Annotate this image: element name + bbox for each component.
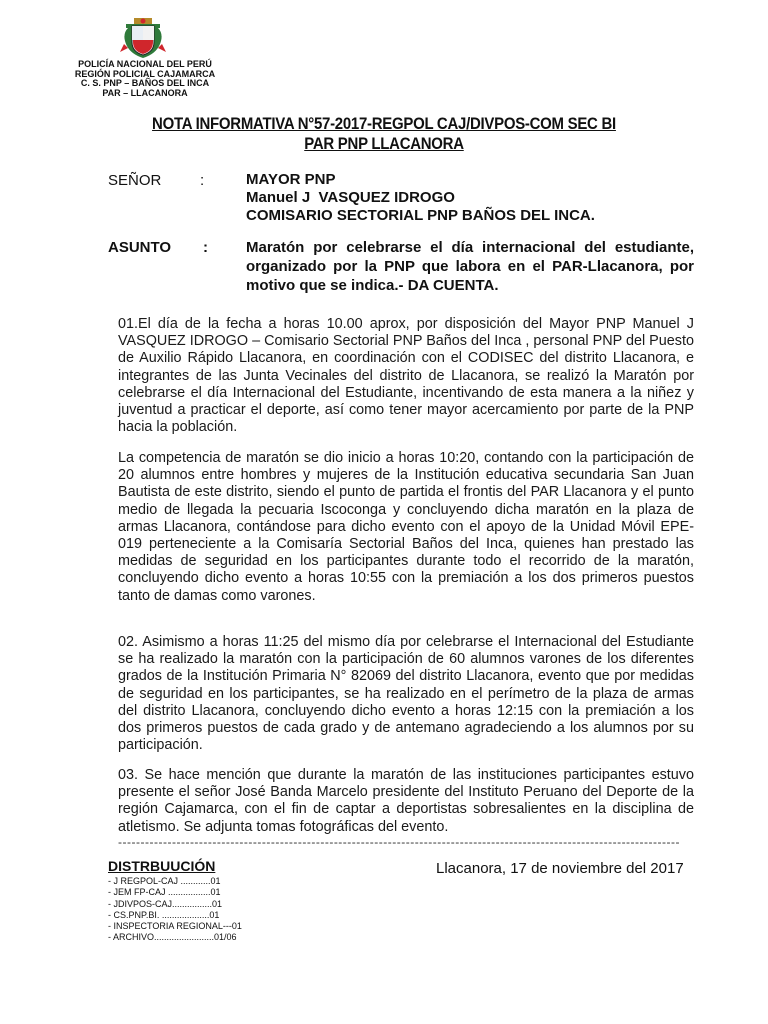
recipient-rank: MAYOR PNP <box>246 171 336 188</box>
separator-line: ----------------------------------------------------------------------------------------------------------------------------- <box>118 835 681 849</box>
senor-label: SEÑOR <box>108 172 162 189</box>
paragraph-competencia: La competencia de maratón se dio inicio a horas 10:20, contando con la participación de 20 alumnos entre hombres y mujeres de la Institución educativa secundaria San Juan Bautista de este distrito, siendo el punto de partida el frontis del PAR Llacanora y el punto medio de llegada la pecuaria Iscoconga y concluyendo dicha maratón en la plaza de armas Llacanora, contándose para dicho evento con el apoyo de la Unidad Móvil EPE-019 perteneciente a la Comisaría Sectorial Baños del Inca, quienes han prestado las medidas de seguridad en los participantes durante todo el recorrido de la maratón, concluyendo dicho evento a horas 10:55 con la premiación a los dos primeros puestos tanto de damas como varones. <box>118 450 694 604</box>
distribution-item: - J REGPOL-CAJ ............01 <box>108 876 242 887</box>
institution-line: REGIÓN POLICIAL CAJAMARCA <box>74 68 216 79</box>
recipient-position: COMISARIO SECTORIAL PNP BAÑOS DEL INCA. <box>246 207 595 224</box>
institution-header <box>60 60 230 98</box>
distribution-item: - JEM FP-CAJ .................01 <box>108 887 242 898</box>
distribution-item: - INSPECTORIA REGIONAL---01 <box>108 921 242 932</box>
asunto-label: ASUNTO <box>108 239 172 256</box>
document-title: NOTA INFORMATIVA N°57-2017-REGPOL CAJ/DIVPOS-COM SEC BI <box>152 114 616 133</box>
institution-line: POLICÍA NACIONAL DEL PERÚ <box>78 59 212 69</box>
distribution-item: - CS.PNP.BI. ...................01 <box>108 910 242 921</box>
senor-colon: : <box>200 172 205 189</box>
document-subtitle: PAR PNP LLACANORA <box>304 134 464 153</box>
date-line: Llacanora, 17 de noviembre del 2017 <box>436 860 684 877</box>
police-crest-logo <box>118 14 168 62</box>
distribution-item: - JDIVPOS-CAJ................01 <box>108 899 242 910</box>
paragraph-03: 03. Se hace mención que durante la maratón de las instituciones participantes estuvo presente el señor José Banda Marcelo presidente del Instituto Peruano del Deporte de la región Cajamarca, con el fin de captar a deportistas sobresalientes en la disciplina de atletismo. Se adjunta tomas fotográficas del evento. <box>118 767 694 835</box>
distribution-title: DISTRBUUCIÓN <box>108 858 216 874</box>
institution-line: C. S. PNP – BAÑOS DEL INCA <box>80 78 210 88</box>
distribution-item: - ARCHIVO........................01/06 <box>108 932 242 943</box>
paragraph-01: 01.El día de la fecha a horas 10.00 aprox, por disposición del Mayor PNP Manuel J VASQUEZ IDROGO – Comisario Sectorial PNP Baños del Inca , personal PNP del Puesto de Auxilio Rápido Llacanora, en coordinación con el CODISEC del distrito Llacanora, e integrantes de las Junta Vecinales del distrito de Llacanora, se realizó la Maratón por celebrarse el día Internacional del Estudiante, incentivando de esta manera a la niñez y juventud a practicar el deporte, así como tener mayor acercamiento por parte de la PNP hacia la población. <box>118 316 694 436</box>
asunto-text: Maratón por celebrarse el día internacional del estudiante, organizado por la PNP que labora en el PAR-Llacanora, por motivo que se indica.- DA CUENTA. <box>246 239 694 294</box>
institution-line: PAR – LLACANORA <box>102 87 188 98</box>
paragraph-02: 02. Asimismo a horas 11:25 del mismo día por celebrarse el Internacional del Estudiante se ha realizado la maratón con la participación de 60 alumnos varones de los diferentes grados de la Institución Primaria N° 82069 del distrito Llacanora, evento que por medidas de seguridad en los participantes, se ha realizado en el perímetro de la plaza de armas del distrito Llacanora, concluyendo dicho evento a horas 12:15 con la premiación a los dos primeros puestos de cada grado y de antemano agradeciendo a los alumnos por su participación. <box>118 634 694 754</box>
distribution-list <box>108 876 242 944</box>
asunto-colon: : <box>203 239 208 256</box>
recipient-name: Manuel J VASQUEZ IDROGO <box>246 189 455 206</box>
